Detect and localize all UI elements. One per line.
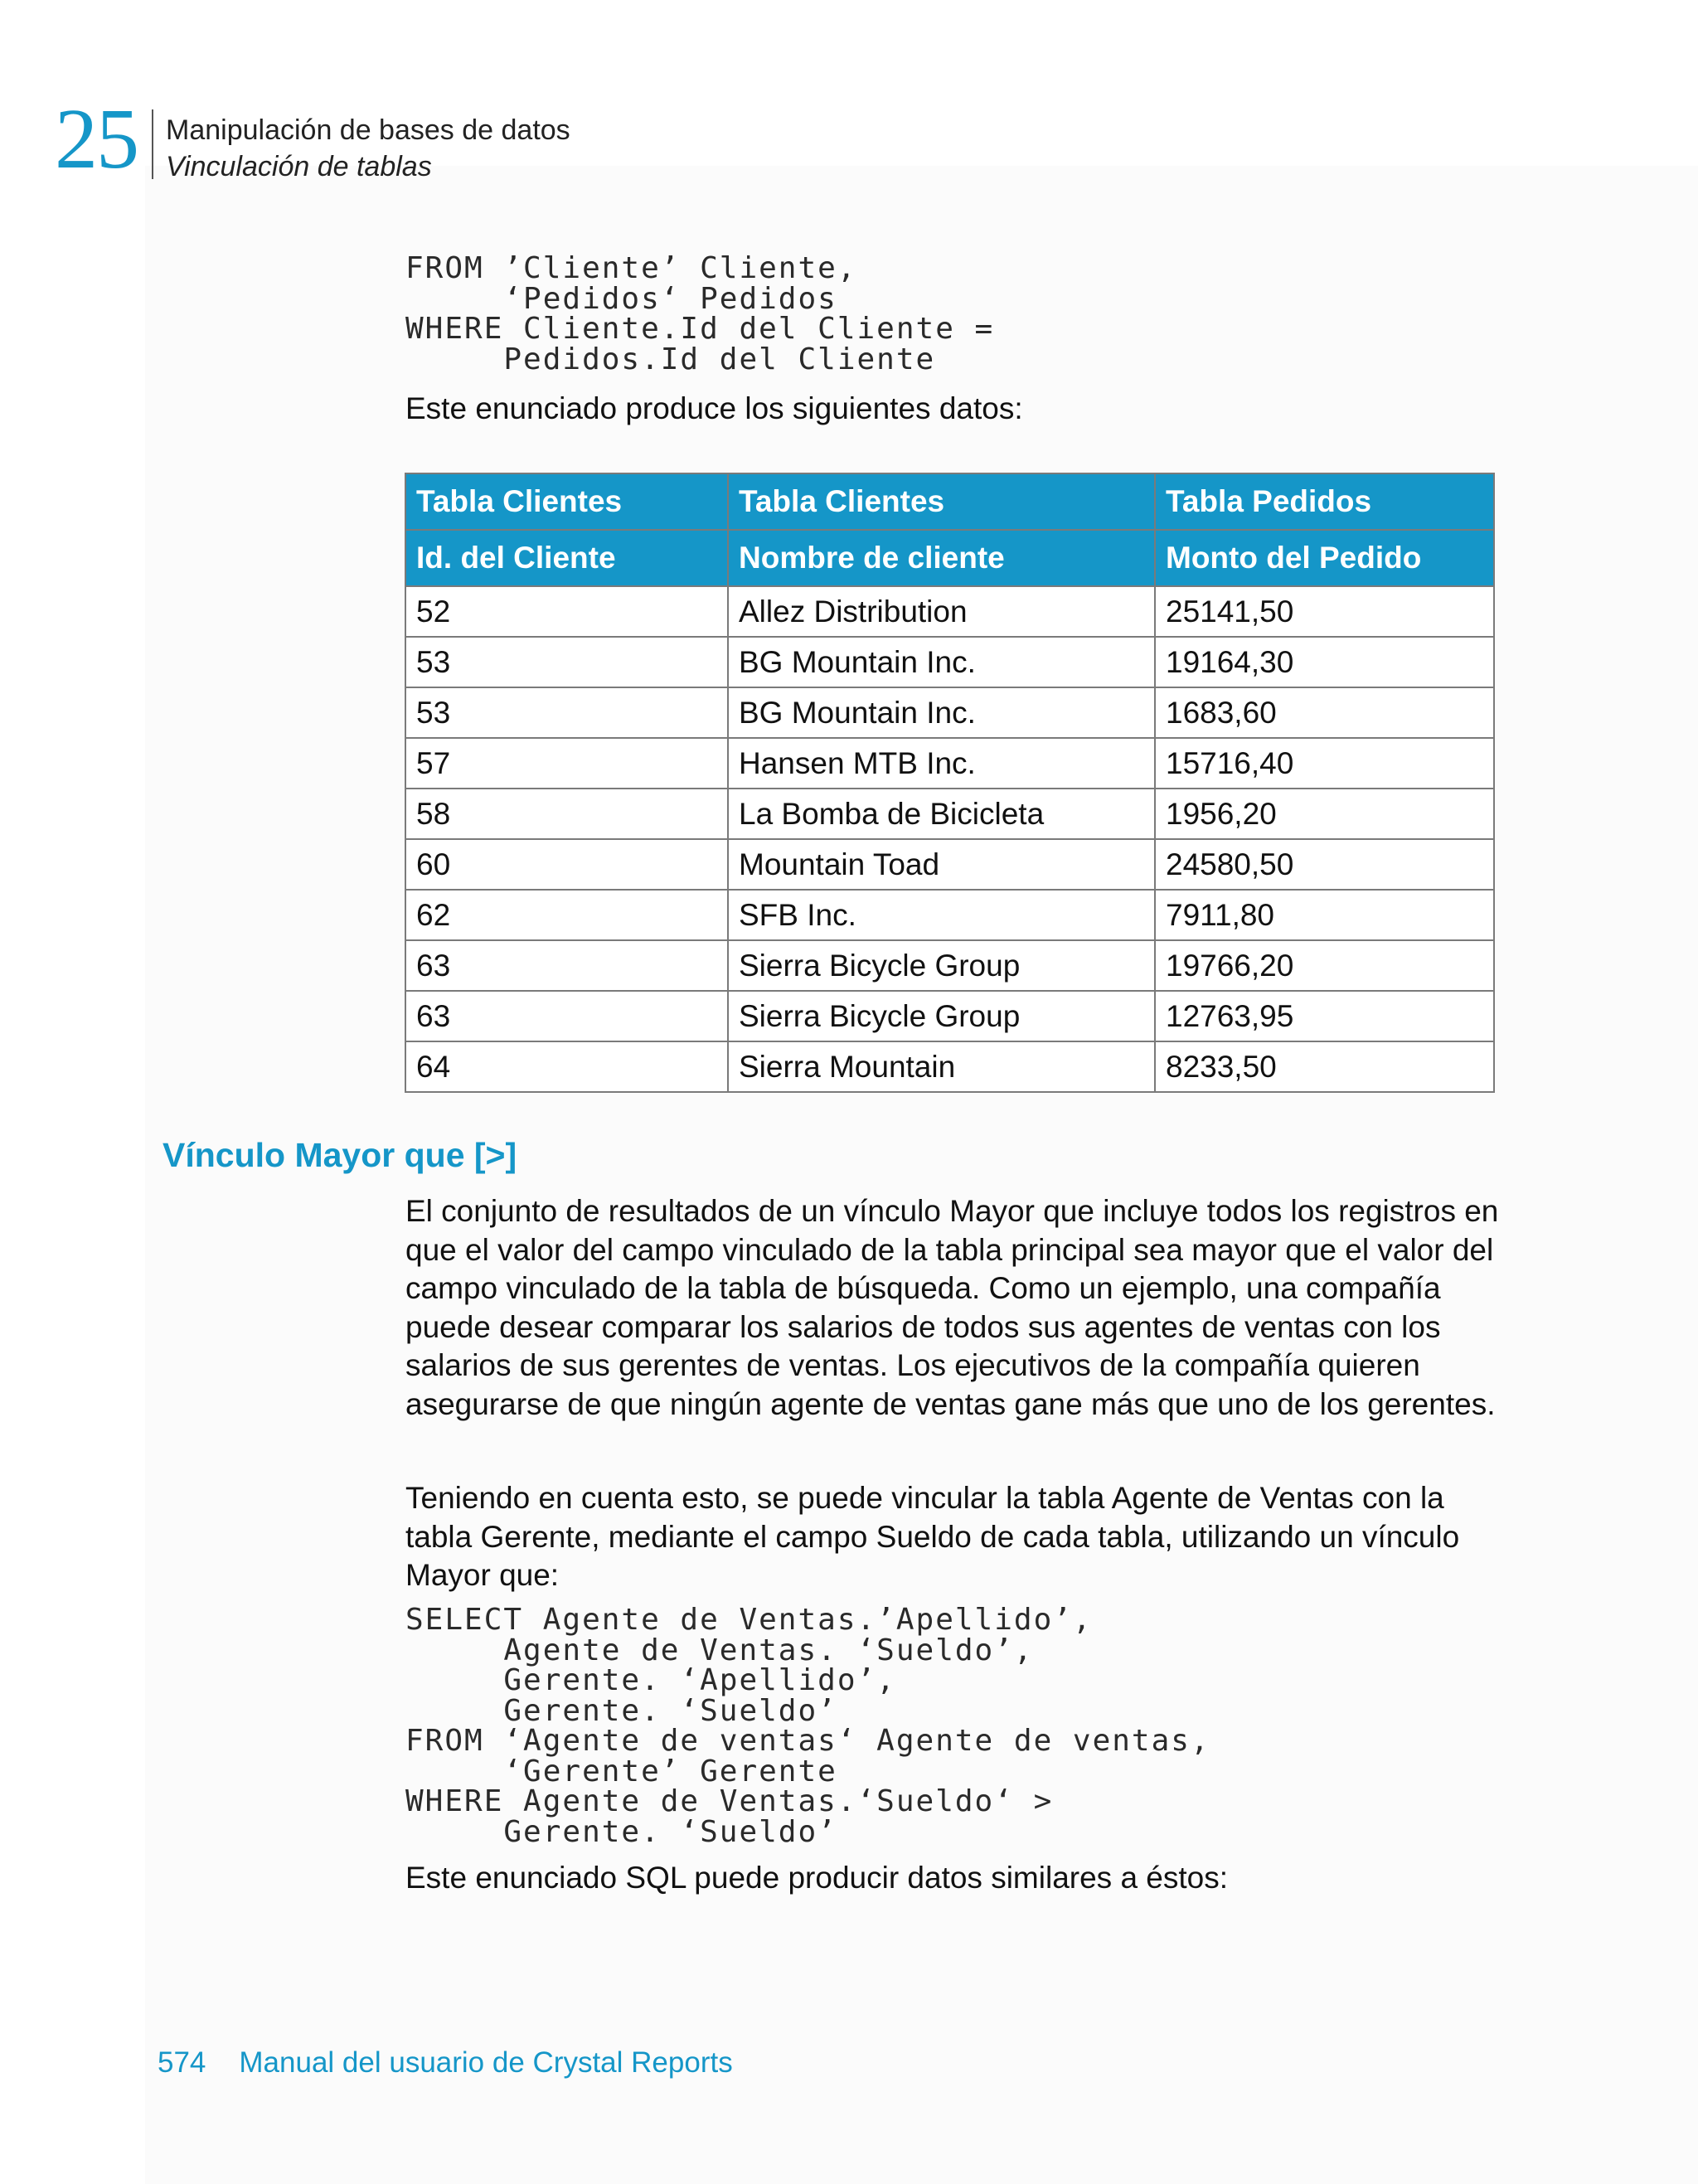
- table-cell: 19766,20: [1155, 940, 1494, 991]
- column-header: Nombre de cliente: [728, 530, 1155, 586]
- table-cell: 53: [405, 637, 728, 687]
- section-heading: Vínculo Mayor que [>]: [163, 1136, 517, 1174]
- column-header: Id. del Cliente: [405, 530, 728, 586]
- table-cell: 64: [405, 1041, 728, 1092]
- table-body: [405, 586, 1494, 1092]
- table-cell: Mountain Toad: [728, 839, 1155, 890]
- paragraph-1: El conjunto de resultados de un vínculo Mayor que incluye todos los registros en que el valor del campo vinculado de la tabla principal sea mayor que el valor del campo vinculado de la tabla de búsqueda. Como un ejemplo, una compañía puede desear comparar los salarios de todos sus agentes de ventas con los salarios de sus gerentes de ventas. Los ejecutivos de la compañía quieren asegurarse de que ningún agente de ventas gane más que uno de los gerentes.: [405, 1194, 1499, 1421]
- table-cell: 58: [405, 789, 728, 839]
- table-cell: 24580,50: [1155, 839, 1494, 890]
- table-row: [405, 586, 1494, 637]
- table-cell: 57: [405, 738, 728, 789]
- table-row: [405, 1041, 1494, 1092]
- paragraph-2: Teniendo en cuenta esto, se puede vincular la tabla Agente de Ventas con la tabla Gerente, mediante el campo Sueldo de cada tabla, utilizando un vínculo Mayor que:: [405, 1481, 1460, 1592]
- book-title: Manual del usuario de Crystal Reports: [239, 2046, 733, 2079]
- table-row: [405, 687, 1494, 738]
- table-cell: 52: [405, 586, 728, 637]
- chapter-number: 25: [55, 91, 138, 187]
- column-header: Tabla Clientes: [405, 473, 728, 530]
- table-cell: Hansen MTB Inc.: [728, 738, 1155, 789]
- table-cell: 60: [405, 839, 728, 890]
- table-row: [405, 991, 1494, 1041]
- column-header: Tabla Pedidos: [1155, 473, 1494, 530]
- table-header-row: [405, 473, 1494, 530]
- table-cell: 19164,30: [1155, 637, 1494, 687]
- table-cell: SFB Inc.: [728, 890, 1155, 940]
- table-cell: 63: [405, 940, 728, 991]
- chapter-divider: [152, 109, 153, 179]
- table-cell: Sierra Bicycle Group: [728, 940, 1155, 991]
- running-header-subtitle: Vinculación de tablas: [166, 151, 432, 182]
- table-cell: 62: [405, 890, 728, 940]
- results-table: [405, 473, 1495, 1093]
- closing-text: Este enunciado SQL puede producir datos similares a éstos:: [405, 1861, 1229, 1895]
- table-row: [405, 839, 1494, 890]
- intro-text: Este enunciado produce los siguientes datos:: [405, 391, 1023, 425]
- table-row: [405, 738, 1494, 789]
- table-header-row: [405, 530, 1494, 586]
- table-cell: La Bomba de Bicicleta: [728, 789, 1155, 839]
- page-footer: [158, 2046, 733, 2080]
- table-cell: BG Mountain Inc.: [728, 637, 1155, 687]
- table-cell: 1956,20: [1155, 789, 1494, 839]
- table-header: [405, 473, 1494, 586]
- table-cell: Allez Distribution: [728, 586, 1155, 637]
- sql-code-block-2: SELECT Agente de Ventas.’Apellido’, Agente de Ventas. ‘Sueldo’, Gerente. ‘Apellido’, Gerente. ‘Sueldo’ FROM ‘Agente de ventas‘ Agente de ventas, ‘Gerente’ Gerente WHERE Agente de Ventas.‘Sueldo‘ > Gerente. ‘Sueldo’: [405, 1603, 1210, 1849]
- table-cell: 25141,50: [1155, 586, 1494, 637]
- table-cell: Sierra Mountain: [728, 1041, 1155, 1092]
- table-cell: 12763,95: [1155, 991, 1494, 1041]
- table-row: [405, 940, 1494, 991]
- running-header-title: Manipulación de bases de datos: [166, 114, 570, 146]
- page-number: 574: [158, 2046, 206, 2079]
- table-cell: 53: [405, 687, 728, 738]
- table-cell: Sierra Bicycle Group: [728, 991, 1155, 1041]
- table-cell: 15716,40: [1155, 738, 1494, 789]
- table-cell: 1683,60: [1155, 687, 1494, 738]
- table-row: [405, 890, 1494, 940]
- column-header: Monto del Pedido: [1155, 530, 1494, 586]
- table-cell: 63: [405, 991, 728, 1041]
- table-cell: 7911,80: [1155, 890, 1494, 940]
- column-header: Tabla Clientes: [728, 473, 1155, 530]
- table-cell: BG Mountain Inc.: [728, 687, 1155, 738]
- table-cell: 8233,50: [1155, 1041, 1494, 1092]
- sql-code-block-1: FROM ’Cliente’ Cliente, ‘Pedidos‘ Pedidos WHERE Cliente.Id del Cliente = Pedidos.Id del Cliente: [405, 251, 995, 376]
- table-row: [405, 637, 1494, 687]
- table-row: [405, 789, 1494, 839]
